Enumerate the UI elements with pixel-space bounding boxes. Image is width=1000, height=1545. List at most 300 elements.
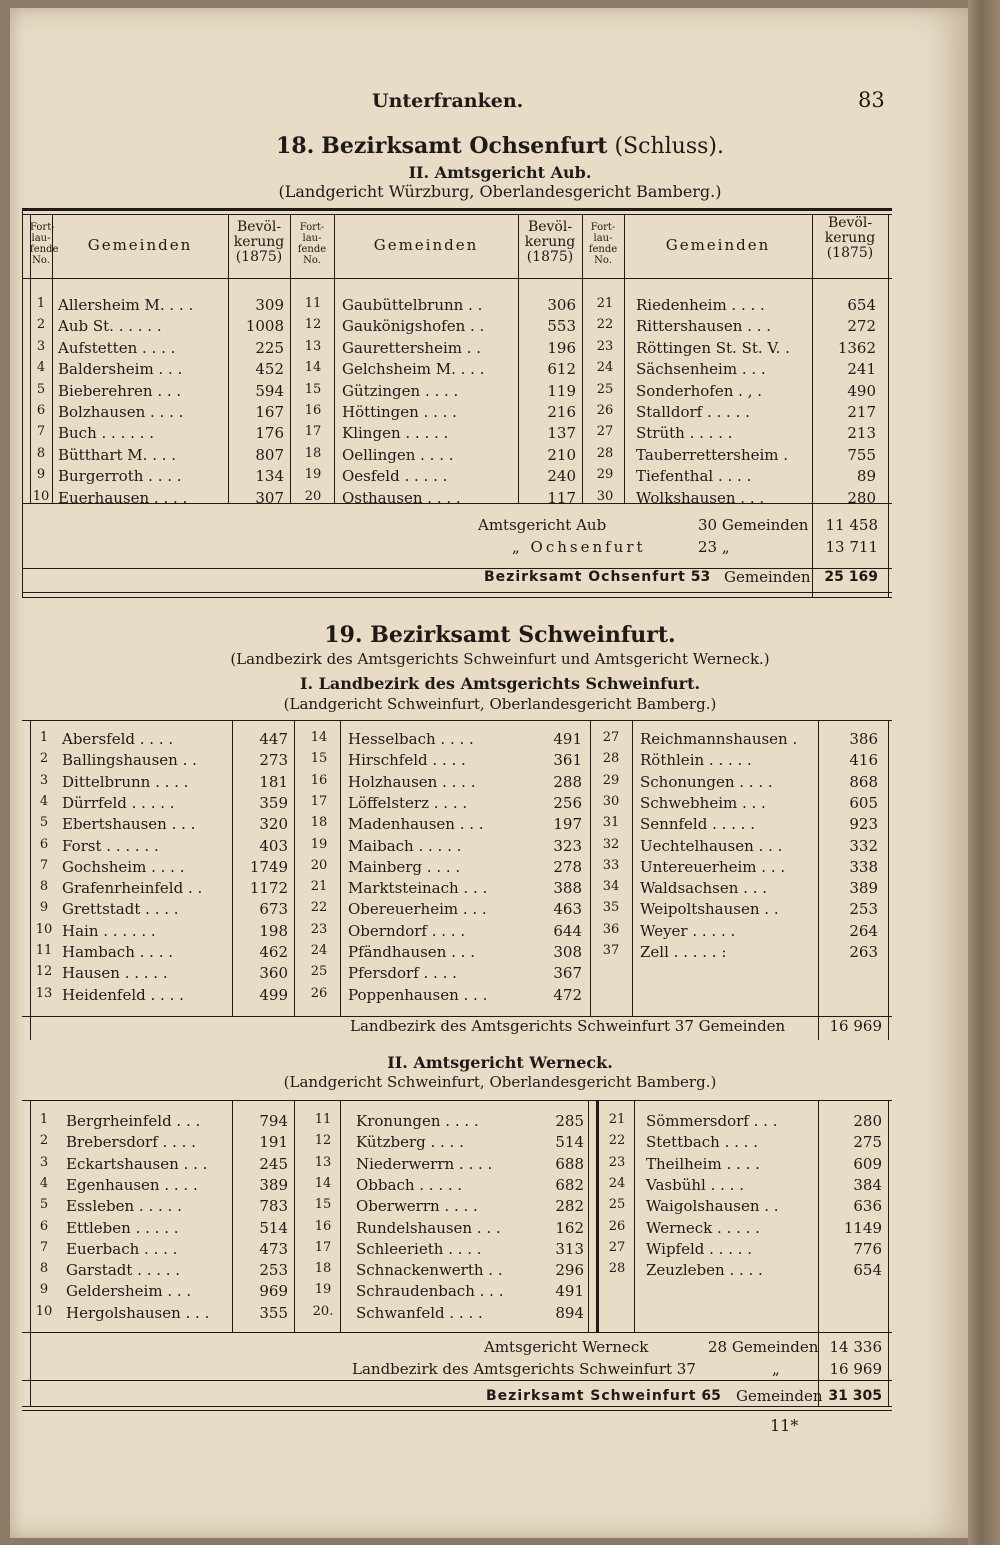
municipality-name: Oberndorf . . . . (348, 921, 466, 940)
section-18-main: Bezirksamt Ochsenfurt (321, 133, 608, 159)
municipality-name: Hausen . . . . . (62, 964, 168, 983)
municipality-name: Osthausen . . . . (342, 488, 461, 507)
municipality-name: Röttingen St. St. V. . (636, 338, 790, 357)
municipality-name: Schraudenbach . . . (356, 1282, 504, 1301)
row-number: 21 (310, 879, 328, 895)
municipality-name: Gaurettersheim . . (342, 338, 482, 357)
population: 332 (849, 836, 878, 855)
table-row (22, 1112, 892, 1133)
table-row (22, 317, 892, 338)
row-number: 22 (310, 900, 328, 916)
row-number: 23 (596, 338, 614, 354)
row-number: 6 (36, 403, 46, 418)
section-19-sub2: II. Amtsgericht Werneck. (387, 1053, 613, 1072)
municipality-name: Schnackenwerth . . (356, 1261, 503, 1280)
municipality-name: Sonderhofen . , . (636, 381, 763, 400)
population: 306 (547, 296, 576, 314)
table-row (22, 773, 892, 794)
table-row (22, 1155, 892, 1176)
municipality-name: Oellingen . . . . (342, 445, 454, 464)
population: 309 (255, 296, 284, 314)
row-number: 9 (39, 1282, 49, 1298)
population: 1008 (245, 317, 284, 336)
municipality-name: Rundelshausen . . . (356, 1218, 501, 1237)
population: 894 (555, 1303, 584, 1322)
population: 367 (553, 964, 582, 983)
row-number: 18 (314, 1261, 332, 1277)
municipality-name: Uechtelhausen . . . (640, 836, 783, 855)
section-18-suffix: (Schluss). (614, 134, 724, 159)
row-number: 17 (310, 793, 328, 809)
section-18-number: 18. (276, 133, 315, 159)
municipality-name: Pfändhausen . . . (348, 943, 475, 961)
population: 275 (853, 1133, 882, 1152)
row-number: 37 (602, 943, 620, 958)
row-number: 20. (312, 1303, 334, 1319)
sum-ochsenfurt-label: „ Ochsenfurt (512, 538, 646, 556)
municipality-name: Sömmersdorf . . . (646, 1112, 778, 1130)
municipality-name: Ebertshausen . . . (62, 815, 196, 834)
row-number: 13 (304, 338, 322, 354)
sum-werneck-count: 28 Gemeinden (708, 1338, 819, 1356)
section-18-court: (Landgericht Würzburg, Oberlandesgericht Bamberg.) (278, 182, 722, 201)
municipality-name: Euerhausen . . . . (58, 488, 188, 507)
municipality-name: Burgerroth . . . . (58, 467, 182, 486)
municipality-name: Höttingen . . . . (342, 403, 457, 421)
municipality-name: Schleerieth . . . . (356, 1239, 482, 1258)
header-no-1: Fort- lau- fende No. (30, 222, 59, 266)
row-number: 26 (310, 985, 328, 1001)
municipality-name: Tiefenthal . . . . (636, 467, 752, 486)
population: 359 (259, 793, 288, 812)
population: 273 (259, 751, 288, 770)
population: 673 (259, 900, 288, 919)
table-row (22, 489, 892, 510)
row-number: 7 (39, 1239, 49, 1255)
municipality-name: Bieberehren . . . (58, 381, 182, 400)
population: 807 (255, 445, 284, 464)
municipality-name: Hergolshausen . . . (66, 1303, 210, 1322)
population: 389 (849, 879, 878, 898)
municipality-name: Grettstadt . . . . (62, 900, 179, 919)
population: 313 (555, 1239, 584, 1258)
row-number: 5 (39, 1197, 49, 1213)
population: 389 (259, 1175, 288, 1194)
header-gemeinden-2: Gemeinden (373, 236, 479, 254)
municipality-name: Ettleben . . . . . (66, 1218, 179, 1237)
row-number: 29 (602, 772, 620, 788)
table-row (22, 986, 892, 1007)
row-number: 24 (596, 360, 614, 376)
population: 644 (553, 921, 582, 940)
population: 355 (259, 1303, 288, 1322)
footer-signature: 11* (770, 1416, 799, 1435)
total-schweinfurt-label (486, 1388, 721, 1404)
row-number: 1 (39, 1112, 49, 1127)
population: 403 (259, 836, 288, 855)
population: 307 (255, 488, 284, 507)
municipality-name: Oberwerrn . . . . (356, 1197, 478, 1216)
population: 137 (547, 424, 576, 443)
population: 514 (555, 1133, 584, 1152)
section-19-court2: (Landgericht Schweinfurt, Oberlandesgericht Bamberg.) (283, 1073, 717, 1091)
municipality-name: Mainberg . . . . (348, 857, 461, 876)
sum-ochsenfurt-value: 13 711 (825, 538, 878, 556)
total-schweinfurt-name: Bezirksamt Schweinfurt (486, 1388, 697, 1404)
population: 682 (555, 1175, 584, 1194)
row-number: 4 (36, 360, 46, 376)
population: 416 (849, 751, 878, 770)
population: 360 (259, 964, 288, 983)
municipality-name: Wolkshausen . . . (636, 488, 765, 507)
row-number: 6 (39, 1218, 49, 1234)
row-number: 1 (39, 730, 49, 745)
row-number: 24 (608, 1175, 626, 1191)
row-number: 3 (36, 338, 46, 354)
municipality-name: Dürrfeld . . . . . (62, 793, 175, 812)
municipality-name: Klingen . . . . . (342, 424, 449, 443)
municipality-name: Reichmannshausen . (640, 730, 798, 748)
municipality-name: Sennfeld . . . . . (640, 815, 755, 834)
municipality-name: Gaubüttelbrunn . . (342, 296, 483, 314)
table-row (22, 467, 892, 488)
municipality-name: Vasbühl . . . . (646, 1175, 744, 1194)
row-number: 10 (35, 921, 53, 937)
table-row (22, 339, 892, 360)
header-gemeinden-1: Gemeinden (87, 236, 193, 254)
municipality-name: Geldersheim . . . (66, 1282, 192, 1301)
table-row (22, 1240, 892, 1261)
municipality-name: Euerbach . . . . (66, 1239, 178, 1258)
population: 210 (547, 445, 576, 464)
table-section-19-2 (22, 1100, 892, 1422)
municipality-name: Waigolshausen . . (646, 1197, 779, 1216)
population: 969 (259, 1282, 288, 1301)
row-number: 16 (310, 772, 328, 788)
municipality-name: Hirschfeld . . . . (348, 751, 466, 770)
population: 198 (259, 921, 288, 940)
table-row (22, 296, 892, 317)
row-number: 20 (304, 488, 322, 504)
population: 923 (849, 815, 878, 834)
municipality-name: Forst . . . . . . (62, 836, 159, 855)
population: 240 (547, 467, 576, 486)
municipality-name: Hain . . . . . . (62, 921, 156, 940)
municipality-name: Gützingen . . . . (342, 381, 459, 400)
municipality-name: Sächsenheim . . . (636, 360, 766, 379)
total-schweinfurt-count: 65 (701, 1388, 721, 1404)
population: 323 (553, 836, 582, 855)
row-number: 25 (310, 964, 328, 980)
population: 117 (547, 488, 576, 507)
row-number: 27 (596, 424, 614, 440)
table-row (22, 360, 892, 381)
table-row (22, 1261, 892, 1282)
population: 167 (255, 403, 284, 421)
municipality-name: Tauberrettersheim . (636, 445, 789, 464)
population: 776 (853, 1239, 882, 1258)
table-row (22, 858, 892, 879)
total-ochsenfurt-value: 25 169 (824, 569, 878, 585)
population: 654 (853, 1261, 882, 1280)
table-row (22, 1219, 892, 1240)
row-number: 6 (39, 836, 49, 852)
row-number: 9 (36, 467, 46, 483)
municipality-name: Dittelbrunn . . . . (62, 772, 189, 791)
municipality-name: Madenhausen . . . (348, 815, 484, 834)
municipality-name: Rittershausen . . . (636, 317, 771, 336)
section-19-title: 19. Bezirksamt Schweinfurt. (324, 622, 676, 648)
population: 296 (555, 1261, 584, 1280)
municipality-name: Pfersdorf . . . . (348, 964, 457, 983)
sum-landbezirk-value: 16 969 (829, 1017, 882, 1035)
row-number: 10 (32, 488, 50, 504)
table-row (22, 922, 892, 943)
municipality-name: Grafenrheinfeld . . (62, 879, 203, 898)
municipality-name: Allersheim M. . . . (58, 296, 194, 314)
header-pop-3: Bevöl- kerung (1875) (824, 215, 876, 261)
municipality-name: Aufstetten . . . . (58, 338, 176, 357)
row-number: 7 (39, 857, 49, 873)
row-number: 26 (608, 1218, 626, 1234)
population: 612 (547, 360, 576, 379)
municipality-name: Egenhausen . . . . (66, 1175, 198, 1194)
row-number: 23 (608, 1154, 626, 1170)
municipality-name: Obereuerheim . . . (348, 900, 487, 919)
population: 217 (847, 403, 876, 421)
running-title: Unterfranken. (372, 90, 524, 112)
population: 162 (555, 1218, 584, 1237)
header-no-2: Fort- lau- fende No. (297, 222, 327, 266)
sum-aub-value: 11 458 (825, 516, 878, 534)
total-schweinfurt-value: 31 305 (828, 1388, 882, 1404)
row-number: 1 (36, 296, 46, 311)
municipality-name: Riedenheim . . . . (636, 296, 765, 314)
book-spine (968, 0, 1000, 1545)
row-number: 8 (39, 879, 49, 895)
row-number: 25 (596, 381, 614, 397)
section-19-court1: (Landgericht Schweinfurt, Oberlandesgericht Bamberg.) (283, 695, 717, 713)
population: 225 (255, 338, 284, 357)
row-number: 31 (602, 815, 620, 831)
row-number: 15 (304, 381, 322, 397)
population: 264 (849, 921, 878, 940)
population: 594 (255, 381, 284, 400)
municipality-name: Hambach . . . . (62, 943, 173, 961)
section-18-title (0, 133, 1000, 159)
row-number: 24 (310, 943, 328, 958)
row-number: 2 (36, 317, 46, 333)
municipality-name: Zeuzleben . . . . (646, 1261, 763, 1280)
population: 253 (259, 1261, 288, 1280)
population: 447 (259, 730, 288, 748)
municipality-name: Niederwerrn . . . . (356, 1154, 493, 1173)
row-number: 21 (608, 1112, 626, 1127)
municipality-name: Garstadt . . . . . (66, 1261, 181, 1280)
municipality-name: Theilheim . . . . (646, 1154, 760, 1173)
table-row (22, 943, 892, 964)
population: 263 (849, 943, 878, 961)
sum-aub-name: Amtsgericht Aub (478, 516, 607, 534)
row-number: 5 (39, 815, 49, 831)
row-number: 14 (314, 1175, 332, 1191)
row-number: 15 (310, 751, 328, 767)
municipality-name: Stalldorf . . . . . (636, 403, 750, 421)
header-pop-2: Bevöl- kerung (1875) (524, 219, 576, 265)
row-number: 21 (596, 296, 614, 311)
population: 636 (853, 1197, 882, 1216)
sum-werneck-value: 14 336 (829, 1338, 882, 1356)
row-number: 17 (304, 424, 322, 440)
population: 499 (259, 985, 288, 1004)
population: 1749 (249, 857, 288, 876)
municipality-name: Eckartshausen . . . (66, 1154, 208, 1173)
population: 1172 (249, 879, 288, 898)
row-number: 4 (39, 1175, 49, 1191)
row-number: 18 (310, 815, 328, 831)
population: 256 (553, 793, 582, 812)
row-number: 3 (39, 1154, 49, 1170)
municipality-name: Gochsheim . . . . (62, 857, 185, 876)
population: 338 (849, 857, 878, 876)
population: 176 (255, 424, 284, 443)
population: 282 (555, 1197, 584, 1216)
municipality-name: Heidenfeld . . . . (62, 985, 184, 1004)
sum-landbezirk-label: Landbezirk des Amtsgerichts Schweinfurt 37 Gemeinden (350, 1017, 786, 1035)
row-number: 7 (36, 424, 46, 440)
row-number: 19 (314, 1282, 332, 1298)
table-row (22, 424, 892, 445)
total-ochsenfurt-count: 53 (690, 569, 711, 585)
municipality-name: Oesfeld . . . . . (342, 467, 448, 486)
population: 1149 (843, 1218, 882, 1237)
row-number: 32 (602, 836, 620, 852)
row-number: 33 (602, 857, 620, 873)
row-number: 29 (596, 467, 614, 483)
row-number: 25 (608, 1197, 626, 1213)
population: 245 (259, 1154, 288, 1173)
header-gemeinden-3: Gemeinden (665, 236, 771, 254)
row-number: 26 (596, 403, 614, 418)
row-number: 28 (602, 751, 620, 767)
population: 868 (849, 772, 878, 791)
municipality-name: Abersfeld . . . . (62, 730, 174, 748)
population: 462 (259, 943, 288, 961)
row-number: 23 (310, 921, 328, 937)
table-row (22, 1304, 892, 1325)
table-row (22, 815, 892, 836)
population: 783 (259, 1197, 288, 1216)
table-row (22, 446, 892, 467)
row-number: 30 (602, 793, 620, 809)
table-section-18 (22, 208, 892, 600)
row-number: 2 (39, 751, 49, 767)
row-number: 27 (602, 730, 620, 745)
header-pop-1: Bevöl- kerung (1875) (233, 219, 285, 265)
sum-landbezirk2-label: Landbezirk des Amtsgerichts Schweinfurt 37 (352, 1360, 696, 1378)
sum-aub-label (478, 516, 606, 534)
population: 384 (853, 1175, 882, 1194)
population: 553 (547, 317, 576, 336)
population: 134 (255, 467, 284, 486)
population: 361 (553, 751, 582, 770)
row-number: 22 (596, 317, 614, 333)
table-section-19-1 (22, 720, 892, 1050)
row-number: 28 (596, 445, 614, 461)
row-number: 14 (304, 360, 322, 376)
row-number: 9 (39, 900, 49, 916)
row-number: 12 (314, 1133, 332, 1149)
municipality-name: Wipfeld . . . . . (646, 1239, 753, 1258)
population: 181 (259, 772, 288, 791)
row-number: 28 (608, 1261, 626, 1277)
sum-werneck-name: Amtsgericht Werneck (484, 1338, 649, 1356)
population: 654 (847, 296, 876, 314)
population: 320 (259, 815, 288, 834)
population: 1362 (837, 338, 876, 357)
row-number: 4 (39, 793, 49, 809)
population: 472 (553, 985, 582, 1004)
municipality-name: Stettbach . . . . (646, 1133, 758, 1152)
table-row (22, 900, 892, 921)
table-row (22, 1176, 892, 1197)
municipality-name: Weyer . . . . . (640, 921, 736, 940)
population: 605 (849, 793, 878, 812)
population: 213 (847, 424, 876, 443)
municipality-name: Strüth . . . . . (636, 424, 733, 443)
municipality-name: Bergrheinfeld . . . (66, 1112, 201, 1130)
table-row (22, 1133, 892, 1154)
municipality-name: Schwanfeld . . . . (356, 1303, 483, 1322)
population: 278 (553, 857, 582, 876)
row-number: 15 (314, 1197, 332, 1213)
population: 196 (547, 338, 576, 357)
municipality-name: Gelchsheim M. . . . (342, 360, 485, 379)
municipality-name: Löffelsterz . . . . (348, 793, 468, 812)
population: 794 (259, 1112, 288, 1130)
population: 253 (849, 900, 878, 919)
population: 308 (553, 943, 582, 961)
municipality-name: Schwebheim . . . (640, 793, 766, 812)
population: 491 (555, 1282, 584, 1301)
page-number: 83 (858, 88, 885, 112)
population: 89 (856, 467, 876, 486)
row-number: 13 (314, 1154, 332, 1170)
population: 288 (553, 772, 582, 791)
population: 280 (853, 1112, 882, 1130)
row-number: 36 (602, 921, 620, 937)
row-number: 19 (304, 467, 322, 483)
row-number: 14 (310, 730, 328, 745)
row-number: 11 (314, 1112, 332, 1127)
row-number: 34 (602, 879, 620, 895)
municipality-name: Obbach . . . . . (356, 1175, 463, 1194)
row-number: 12 (35, 964, 53, 980)
municipality-name: Brebersdorf . . . . (66, 1133, 196, 1152)
section-19-subtitle: (Landbezirk des Amtsgerichts Schweinfurt und Amtsgericht Werneck.) (230, 650, 770, 668)
sum-ochsenfurt-count: 23 „ (698, 538, 730, 556)
population: 386 (849, 730, 878, 748)
municipality-name: Kützberg . . . . (356, 1133, 464, 1152)
row-number: 5 (36, 381, 46, 397)
municipality-name: Aub St. . . . . . (58, 317, 162, 336)
population: 514 (259, 1218, 288, 1237)
row-number: 30 (596, 488, 614, 504)
municipality-name: Gaukönigshofen . . (342, 317, 485, 336)
sum-landbezirk2-value: 16 969 (829, 1360, 882, 1378)
population: 688 (555, 1154, 584, 1173)
municipality-name: Essleben . . . . . (66, 1197, 182, 1216)
